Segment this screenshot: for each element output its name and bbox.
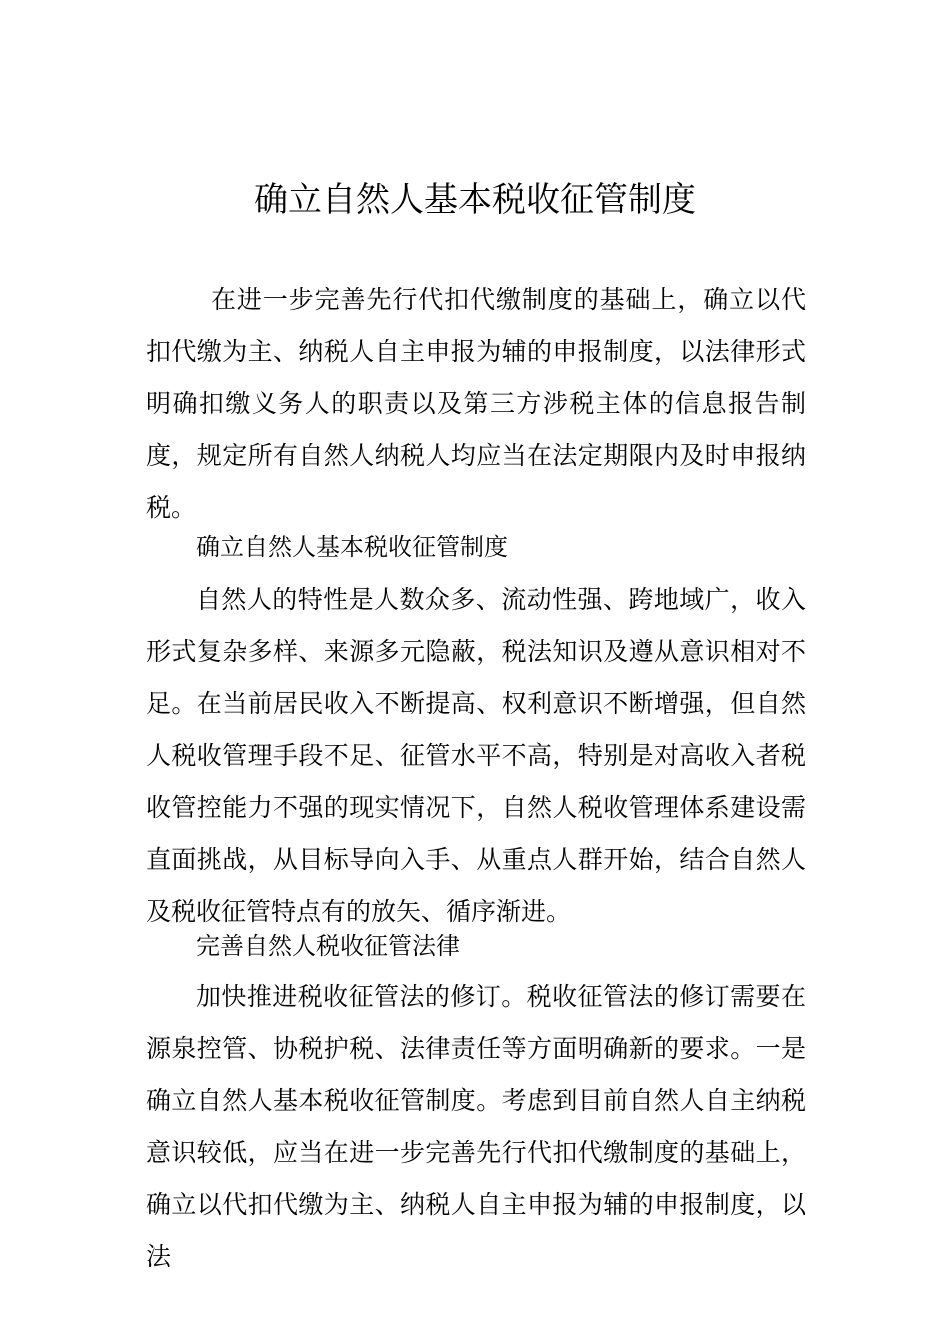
section-heading-improve-law: 完善自然人税收征管法律 [196, 932, 460, 960]
document-title: 确立自然人基本税收征管制度 [254, 180, 696, 220]
section-heading-establish-system: 确立自然人基本税收征管制度 [196, 533, 508, 561]
paragraph-intro: 在进一步完善先行代扣代缴制度的基础上，确立以代扣代缴为主、纳税人自主申报为辅的申报制度，以法律形式明确扣缴义务人的职责以及第三方涉税主体的信息报告制度，规定所有自然人纳税人均应当在法定期限内及时申报纳税。 [146, 285, 806, 522]
paragraph-natural-person-characteristics: 自然人的特性是人数众多、流动性强、跨地域广，收入形式复杂多样、来源多元隐蔽，税法知识及遵从意识相对不足。在当前居民收入不断提高、权利意识不断增强，但自然人税收管理手段不足、征管水平不高，特别是对高收入者税收管控能力不强的现实情况下，自然人税收管理体系建设需直面挑战，从目标导向入手、从重点人群开始，结合自然人及税收征管特点有的放矢、循序渐进。 [146, 585, 806, 926]
paragraph-law-revision: 加快推进税收征管法的修订。税收征管法的修订需要在源泉控管、协税护税、法律责任等方面明确新的要求。一是确立自然人基本税收征管制度。考虑到目前自然人自主纳税意识较低，应当在进一步完善先行代扣代缴制度的基础上，确立以代扣代缴为主、纳税人自主申报为辅的申报制度，以法 [146, 982, 806, 1271]
